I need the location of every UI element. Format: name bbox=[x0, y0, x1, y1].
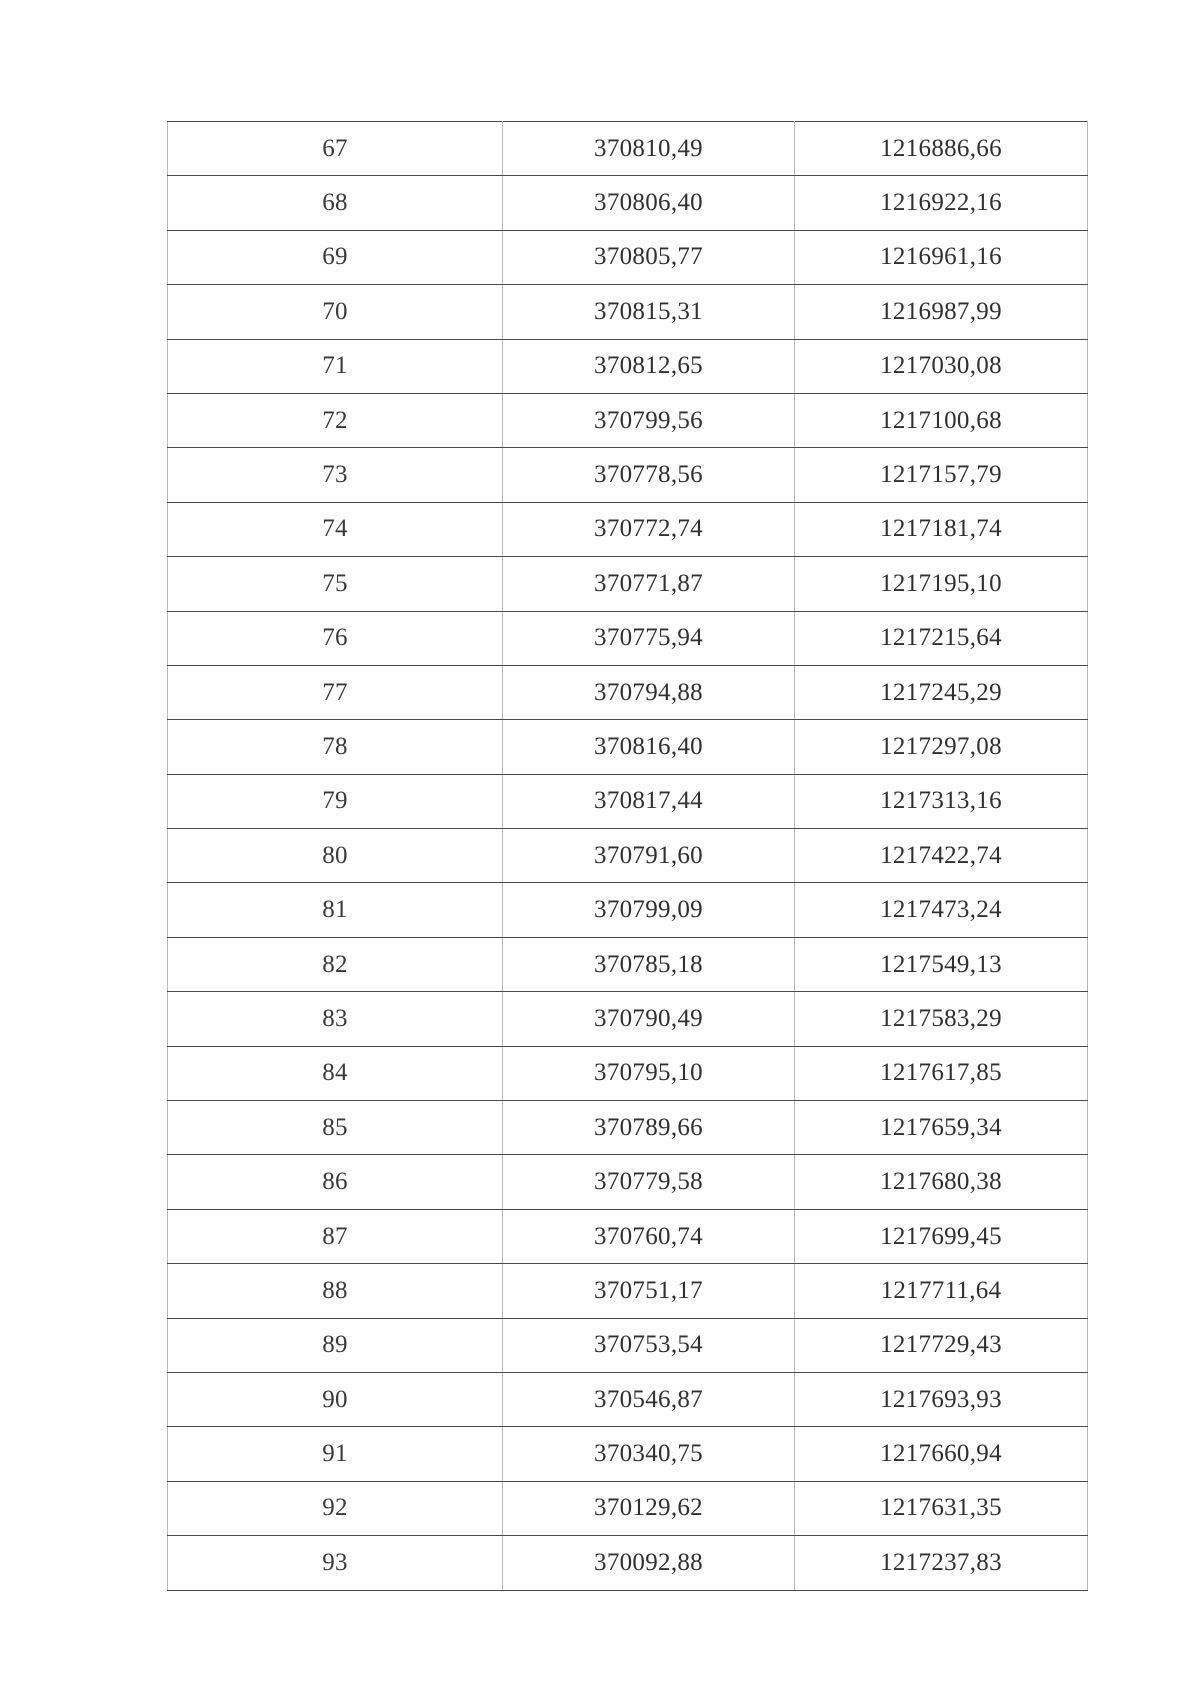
point-number-cell: 92 bbox=[168, 1481, 503, 1535]
y-coordinate-cell: 1216922,16 bbox=[795, 176, 1088, 230]
table-row bbox=[168, 230, 1088, 284]
table-row bbox=[168, 1481, 1088, 1535]
x-coordinate-cell: 370812,65 bbox=[503, 339, 795, 393]
point-number-cell: 81 bbox=[168, 883, 503, 937]
x-coordinate-cell: 370789,66 bbox=[503, 1101, 795, 1155]
x-coordinate-cell: 370790,49 bbox=[503, 992, 795, 1046]
point-number-cell: 77 bbox=[168, 665, 503, 719]
table-row bbox=[168, 883, 1088, 937]
table-row bbox=[168, 122, 1088, 176]
point-number-cell: 86 bbox=[168, 1155, 503, 1209]
x-coordinate-cell: 370806,40 bbox=[503, 176, 795, 230]
table-row bbox=[168, 665, 1088, 719]
table-row bbox=[168, 829, 1088, 883]
point-number-cell: 91 bbox=[168, 1427, 503, 1481]
x-coordinate-cell: 370791,60 bbox=[503, 829, 795, 883]
y-coordinate-cell: 1216987,99 bbox=[795, 285, 1088, 339]
point-number-cell: 82 bbox=[168, 937, 503, 991]
point-number-cell: 78 bbox=[168, 720, 503, 774]
x-coordinate-cell: 370778,56 bbox=[503, 448, 795, 502]
y-coordinate-cell: 1217659,34 bbox=[795, 1101, 1088, 1155]
point-number-cell: 72 bbox=[168, 393, 503, 447]
y-coordinate-cell: 1217215,64 bbox=[795, 611, 1088, 665]
point-number-cell: 68 bbox=[168, 176, 503, 230]
x-coordinate-cell: 370772,74 bbox=[503, 502, 795, 556]
point-number-cell: 69 bbox=[168, 230, 503, 284]
point-number-cell: 74 bbox=[168, 502, 503, 556]
table-row bbox=[168, 1155, 1088, 1209]
point-number-cell: 83 bbox=[168, 992, 503, 1046]
y-coordinate-cell: 1217030,08 bbox=[795, 339, 1088, 393]
table-row bbox=[168, 1101, 1088, 1155]
point-number-cell: 67 bbox=[168, 122, 503, 176]
table-row bbox=[168, 339, 1088, 393]
x-coordinate-cell: 370771,87 bbox=[503, 557, 795, 611]
table-row bbox=[168, 1046, 1088, 1100]
table-row bbox=[168, 1318, 1088, 1372]
y-coordinate-cell: 1216886,66 bbox=[795, 122, 1088, 176]
point-number-cell: 70 bbox=[168, 285, 503, 339]
y-coordinate-cell: 1217729,43 bbox=[795, 1318, 1088, 1372]
y-coordinate-cell: 1217297,08 bbox=[795, 720, 1088, 774]
y-coordinate-cell: 1217195,10 bbox=[795, 557, 1088, 611]
x-coordinate-cell: 370794,88 bbox=[503, 665, 795, 719]
coordinates-table-body bbox=[168, 122, 1088, 1591]
table-row bbox=[168, 1536, 1088, 1590]
y-coordinate-cell: 1217157,79 bbox=[795, 448, 1088, 502]
y-coordinate-cell: 1217617,85 bbox=[795, 1046, 1088, 1100]
table-row bbox=[168, 557, 1088, 611]
y-coordinate-cell: 1217549,13 bbox=[795, 937, 1088, 991]
y-coordinate-cell: 1217422,74 bbox=[795, 829, 1088, 883]
point-number-cell: 75 bbox=[168, 557, 503, 611]
table-row bbox=[168, 774, 1088, 828]
point-number-cell: 90 bbox=[168, 1372, 503, 1426]
y-coordinate-cell: 1217100,68 bbox=[795, 393, 1088, 447]
table-row bbox=[168, 393, 1088, 447]
point-number-cell: 76 bbox=[168, 611, 503, 665]
point-number-cell: 71 bbox=[168, 339, 503, 393]
y-coordinate-cell: 1217711,64 bbox=[795, 1264, 1088, 1318]
point-number-cell: 84 bbox=[168, 1046, 503, 1100]
y-coordinate-cell: 1217693,93 bbox=[795, 1372, 1088, 1426]
x-coordinate-cell: 370340,75 bbox=[503, 1427, 795, 1481]
x-coordinate-cell: 370815,31 bbox=[503, 285, 795, 339]
y-coordinate-cell: 1217680,38 bbox=[795, 1155, 1088, 1209]
y-coordinate-cell: 1217245,29 bbox=[795, 665, 1088, 719]
x-coordinate-cell: 370805,77 bbox=[503, 230, 795, 284]
table-row bbox=[168, 1427, 1088, 1481]
y-coordinate-cell: 1217660,94 bbox=[795, 1427, 1088, 1481]
x-coordinate-cell: 370753,54 bbox=[503, 1318, 795, 1372]
x-coordinate-cell: 370817,44 bbox=[503, 774, 795, 828]
point-number-cell: 89 bbox=[168, 1318, 503, 1372]
point-number-cell: 73 bbox=[168, 448, 503, 502]
x-coordinate-cell: 370810,49 bbox=[503, 122, 795, 176]
y-coordinate-cell: 1217699,45 bbox=[795, 1209, 1088, 1263]
table-row bbox=[168, 1209, 1088, 1263]
x-coordinate-cell: 370816,40 bbox=[503, 720, 795, 774]
table-row bbox=[168, 992, 1088, 1046]
table-row bbox=[168, 611, 1088, 665]
y-coordinate-cell: 1217473,24 bbox=[795, 883, 1088, 937]
table-row bbox=[168, 448, 1088, 502]
coordinates-table bbox=[167, 121, 1088, 1591]
table-row bbox=[168, 1372, 1088, 1426]
x-coordinate-cell: 370751,17 bbox=[503, 1264, 795, 1318]
x-coordinate-cell: 370779,58 bbox=[503, 1155, 795, 1209]
x-coordinate-cell: 370799,56 bbox=[503, 393, 795, 447]
point-number-cell: 85 bbox=[168, 1101, 503, 1155]
x-coordinate-cell: 370799,09 bbox=[503, 883, 795, 937]
x-coordinate-cell: 370129,62 bbox=[503, 1481, 795, 1535]
table-row bbox=[168, 176, 1088, 230]
x-coordinate-cell: 370092,88 bbox=[503, 1536, 795, 1590]
x-coordinate-cell: 370760,74 bbox=[503, 1209, 795, 1263]
point-number-cell: 88 bbox=[168, 1264, 503, 1318]
y-coordinate-cell: 1217313,16 bbox=[795, 774, 1088, 828]
table-row bbox=[168, 720, 1088, 774]
y-coordinate-cell: 1216961,16 bbox=[795, 230, 1088, 284]
table-row bbox=[168, 502, 1088, 556]
x-coordinate-cell: 370775,94 bbox=[503, 611, 795, 665]
point-number-cell: 80 bbox=[168, 829, 503, 883]
table-row bbox=[168, 937, 1088, 991]
point-number-cell: 79 bbox=[168, 774, 503, 828]
x-coordinate-cell: 370546,87 bbox=[503, 1372, 795, 1426]
table-row bbox=[168, 285, 1088, 339]
x-coordinate-cell: 370795,10 bbox=[503, 1046, 795, 1100]
y-coordinate-cell: 1217181,74 bbox=[795, 502, 1088, 556]
x-coordinate-cell: 370785,18 bbox=[503, 937, 795, 991]
y-coordinate-cell: 1217237,83 bbox=[795, 1536, 1088, 1590]
y-coordinate-cell: 1217631,35 bbox=[795, 1481, 1088, 1535]
y-coordinate-cell: 1217583,29 bbox=[795, 992, 1088, 1046]
point-number-cell: 87 bbox=[168, 1209, 503, 1263]
point-number-cell: 93 bbox=[168, 1536, 503, 1590]
table-row bbox=[168, 1264, 1088, 1318]
